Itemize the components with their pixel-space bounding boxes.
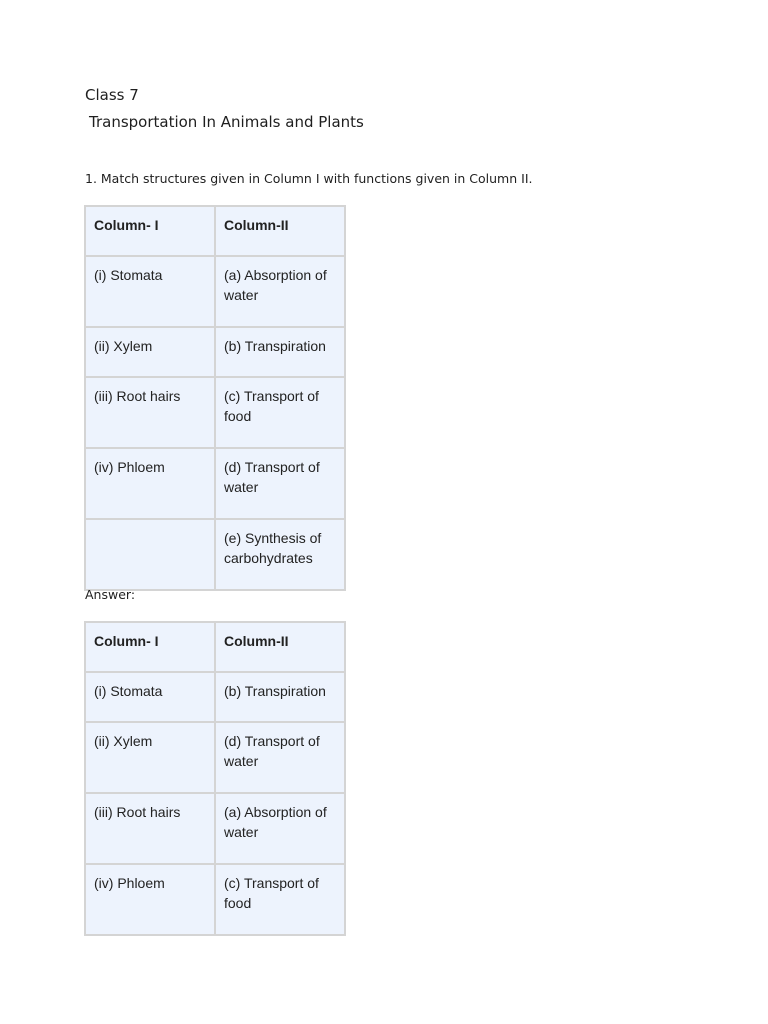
question-match-table (84, 205, 346, 591)
table-row (85, 327, 345, 377)
table-row (85, 793, 345, 864)
table-row (85, 448, 345, 519)
table-cell: (a) Absorption of water (215, 793, 345, 864)
class-heading: Class 7 (85, 86, 139, 104)
table-cell: (c) Transport of food (215, 864, 345, 935)
table-cell: (iii) Root hairs (85, 793, 215, 864)
table-cell: (iv) Phloem (85, 864, 215, 935)
table-row (85, 377, 345, 448)
column-header: Column-II (215, 206, 345, 256)
table-header-row (85, 206, 345, 256)
column-header: Column-II (215, 622, 345, 672)
table-cell: (a) Absorption of water (215, 256, 345, 327)
column-header: Column- I (85, 622, 215, 672)
table-cell: (i) Stomata (85, 672, 215, 722)
chapter-title: Transportation In Animals and Plants (89, 113, 364, 131)
table-header-row (85, 622, 345, 672)
table-cell: (d) Transport of water (215, 722, 345, 793)
table-row (85, 722, 345, 793)
table-row (85, 672, 345, 722)
table-cell: (iv) Phloem (85, 448, 215, 519)
table-row (85, 864, 345, 935)
table-cell: (c) Transport of food (215, 377, 345, 448)
table-cell: (i) Stomata (85, 256, 215, 327)
answer-label: Answer: (85, 587, 136, 602)
table-cell: (ii) Xylem (85, 722, 215, 793)
answer-match-table (84, 621, 346, 936)
table-cell: (b) Transpiration (215, 327, 345, 377)
table-row (85, 519, 345, 590)
table-cell: (iii) Root hairs (85, 377, 215, 448)
table-cell: (ii) Xylem (85, 327, 215, 377)
table-cell (85, 519, 215, 590)
table-cell: (b) Transpiration (215, 672, 345, 722)
table-row (85, 256, 345, 327)
table-cell: (d) Transport of water (215, 448, 345, 519)
column-header: Column- I (85, 206, 215, 256)
question-text: 1. Match structures given in Column I with functions given in Column II. (85, 171, 533, 186)
table-cell: (e) Synthesis of carbohydrates (215, 519, 345, 590)
